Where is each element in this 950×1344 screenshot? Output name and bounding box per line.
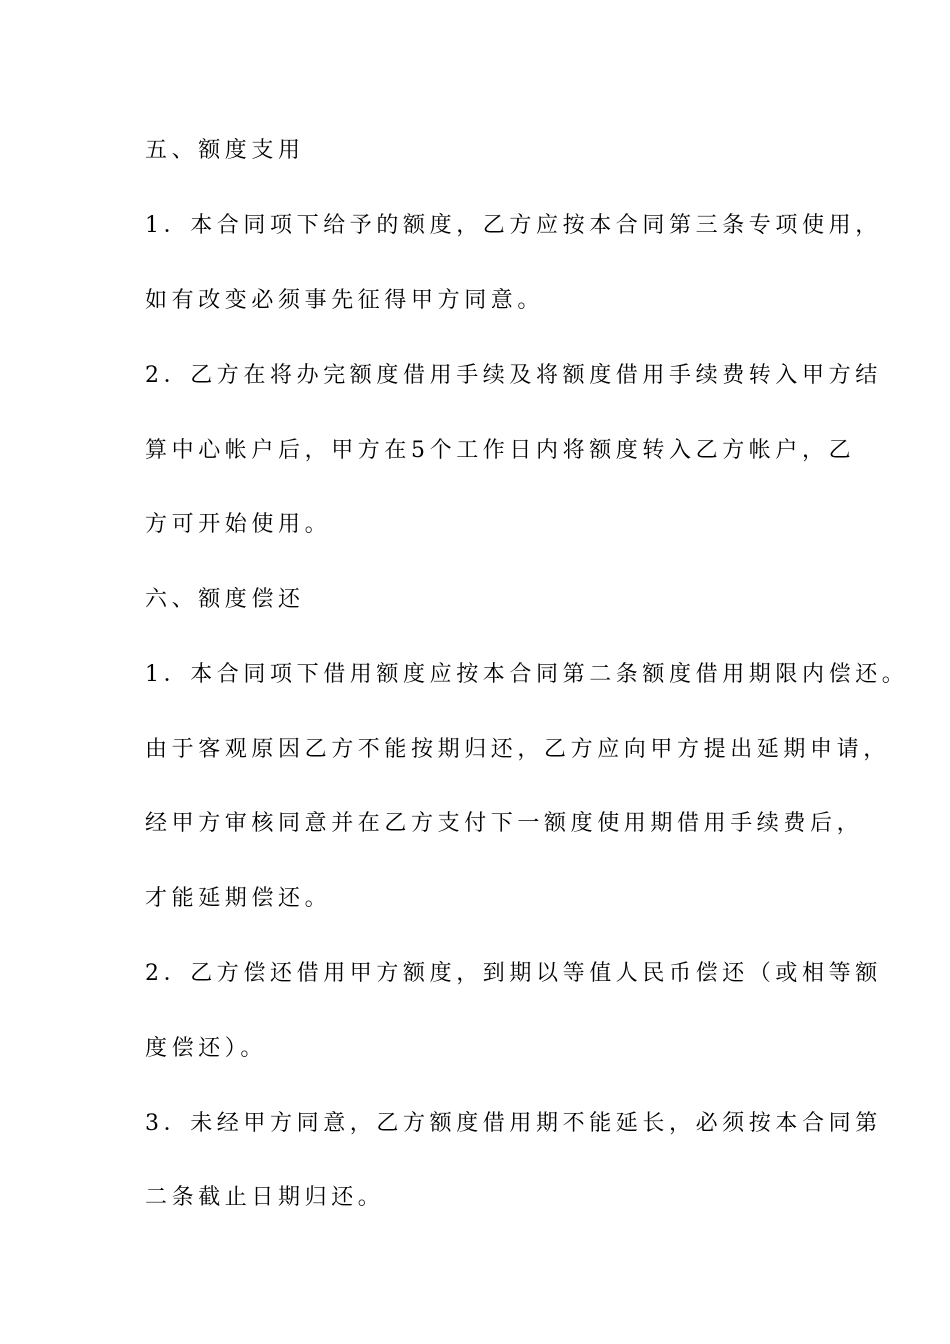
section-heading-6: 六、额度偿还 — [145, 587, 305, 612]
paragraph-line: 二条截止日期归还。 — [145, 1185, 385, 1210]
section-heading-5: 五、额度支用 — [145, 138, 305, 163]
paragraph-line: 1．本合同项下给予的额度，乙方应按本合同第三条专项使用， — [145, 213, 882, 238]
paragraph-line: 算中心帐户后，甲方在5个工作日内将额度转入乙方帐户，乙 — [145, 438, 856, 463]
paragraph-line: 才能延期偿还。 — [145, 886, 332, 911]
paragraph-line: 由于客观原因乙方不能按期归还，乙方应向甲方提出延期申请， — [145, 737, 890, 762]
paragraph-line: 1．本合同项下借用额度应按本合同第二条额度借用期限内偿还。 — [145, 662, 909, 687]
paragraph-line: 度偿还）。 — [145, 1036, 268, 1061]
paragraph-line: 方可开始使用。 — [145, 512, 332, 537]
paragraph-line: 2．乙方偿还借用甲方额度，到期以等值人民币偿还（或相等额 — [145, 961, 882, 986]
paragraph-line: 2．乙方在将办完额度借用手续及将额度借用手续费转入甲方结 — [145, 363, 882, 388]
paragraph-line: 经甲方审核同意并在乙方支付下一额度使用期借用手续费后， — [145, 811, 864, 836]
paragraph-line: 3．未经甲方同意，乙方额度借用期不能延长，必须按本合同第 — [145, 1111, 882, 1136]
paragraph-line: 如有改变必须事先征得甲方同意。 — [145, 288, 545, 313]
